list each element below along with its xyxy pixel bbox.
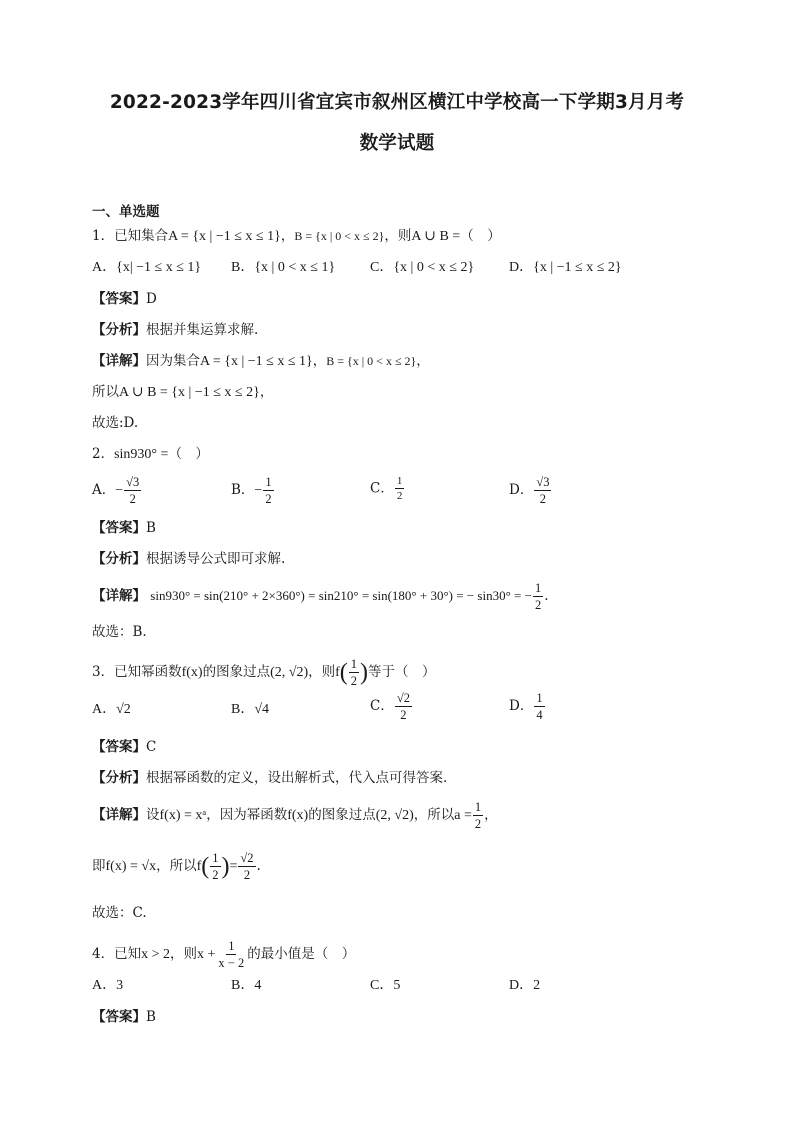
q3-option-a: A．√2 (92, 702, 131, 717)
q3-answer: 【答案】C (92, 739, 157, 755)
fraction: $\frac{1}{2}$ (534, 581, 542, 612)
q3-option-b: B．√4 (231, 702, 270, 717)
q3-stem: 3．已知幂函数f(x)的图象过点(2, √2)，则f( $\frac{1}{2}$ )等于（ ） (92, 657, 436, 688)
q3-detail-line2: 即f(x) = √x，所以f( $\frac{1}{2}$ )= $\frac{√2}{2}$ . (92, 851, 261, 882)
fraction: $\frac{√2}{2}$ (240, 851, 254, 882)
q4-option-a: A．3 (92, 978, 124, 993)
q2-analysis: 【分析】根据诱导公式即可求解. (92, 551, 286, 567)
q4-option-d: D．2 (509, 978, 541, 993)
fraction: $\frac{1}{2}$ (350, 657, 358, 688)
q4-stem: 4．已知x > 2，则x + $\frac{1}{x - 2}$ 的最小值是（ ） (92, 939, 356, 970)
q4-answer: 【答案】B (92, 1009, 156, 1025)
q3-option-d: D． $\frac{1}{4}$ (509, 691, 543, 722)
q1-answer: 【答案】D (92, 291, 157, 307)
fraction: $\frac{1}{4}$ (536, 691, 543, 722)
q2-option-d: D． $\frac{√3}{2}$ (509, 475, 550, 506)
q4-option-b: B．4 (231, 978, 262, 993)
q1-pick: 故选:D. (92, 415, 139, 431)
fraction: $\frac{1}{2}$ (474, 800, 482, 831)
q2-option-c: C． $\frac{1}{2}$ (370, 475, 403, 502)
exam-subtitle: 数学试题 (359, 133, 435, 154)
q3-pick: 故选：C. (92, 905, 147, 921)
q1-option-c: C．{x | 0 < x ≤ 2} (370, 260, 475, 275)
q2-option-b: B．− $\frac{1}{2}$ (231, 475, 272, 506)
fraction: $\frac{1}{2}$ (265, 475, 272, 506)
q1-option-d: D．{x | −1 ≤ x ≤ 2} (509, 260, 622, 275)
fraction: $\frac{√3}{2}$ (536, 475, 550, 506)
q1-detail-line1: 【详解】因为集合A = {x | −1 ≤ x ≤ 1}，B = {x | 0 < x ≤ 2}， (92, 353, 430, 369)
q1-option-b: B．{x | 0 < x ≤ 1} (231, 260, 336, 275)
q1-option-a: A．{x| −1 ≤ x ≤ 1} (92, 260, 202, 275)
fraction: $\frac{1}{2}$ (396, 475, 403, 502)
q1-stem: 1．已知集合A = {x | −1 ≤ x ≤ 1}，B = {x | 0 < x ≤ 2}，则A ∪ B =（ ） (92, 228, 501, 244)
q1-detail-line2: 所以A ∪ B = {x | −1 ≤ x ≤ 2}， (92, 384, 274, 400)
q1-analysis: 【分析】根据并集运算求解. (92, 322, 259, 338)
fraction: $\frac{√3}{2}$ (126, 475, 140, 506)
fraction: $\frac{1}{x - 2}$ (218, 939, 245, 970)
exam-title: 2022-2023学年四川省宜宾市叙州区横江中学校高一下学期3月月考 (109, 92, 685, 113)
q3-analysis: 【分析】根据幂函数的定义，设出解析式，代入点可得答案. (92, 770, 448, 786)
q2-answer: 【答案】B (92, 520, 156, 536)
fraction: $\frac{√2}{2}$ (396, 691, 410, 722)
fraction: $\frac{1}{2}$ (212, 851, 219, 882)
q3-option-c: C． $\frac{√2}{2}$ (370, 691, 410, 722)
q2-option-a: A．− $\frac{√3}{2}$ (92, 475, 140, 506)
section-heading: 一、单选题 (92, 204, 160, 220)
q3-detail-line1: 【详解】设f(x) = xᵃ，因为幂函数f(x)的图象过点(2, √2)，所以a = $\frac{1}{2}$ ， (92, 800, 498, 831)
q4-option-c: C．5 (370, 978, 401, 993)
q2-pick: 故选：B. (92, 624, 147, 640)
q2-stem: 2．sin930° =（ ） (92, 446, 209, 462)
q2-detail: 【详解】 sin930° = sin(210° + 2×360°) = sin210° = sin(180° + 30°) = − sin30° = − $\frac{1}{2}$ . (92, 581, 549, 612)
